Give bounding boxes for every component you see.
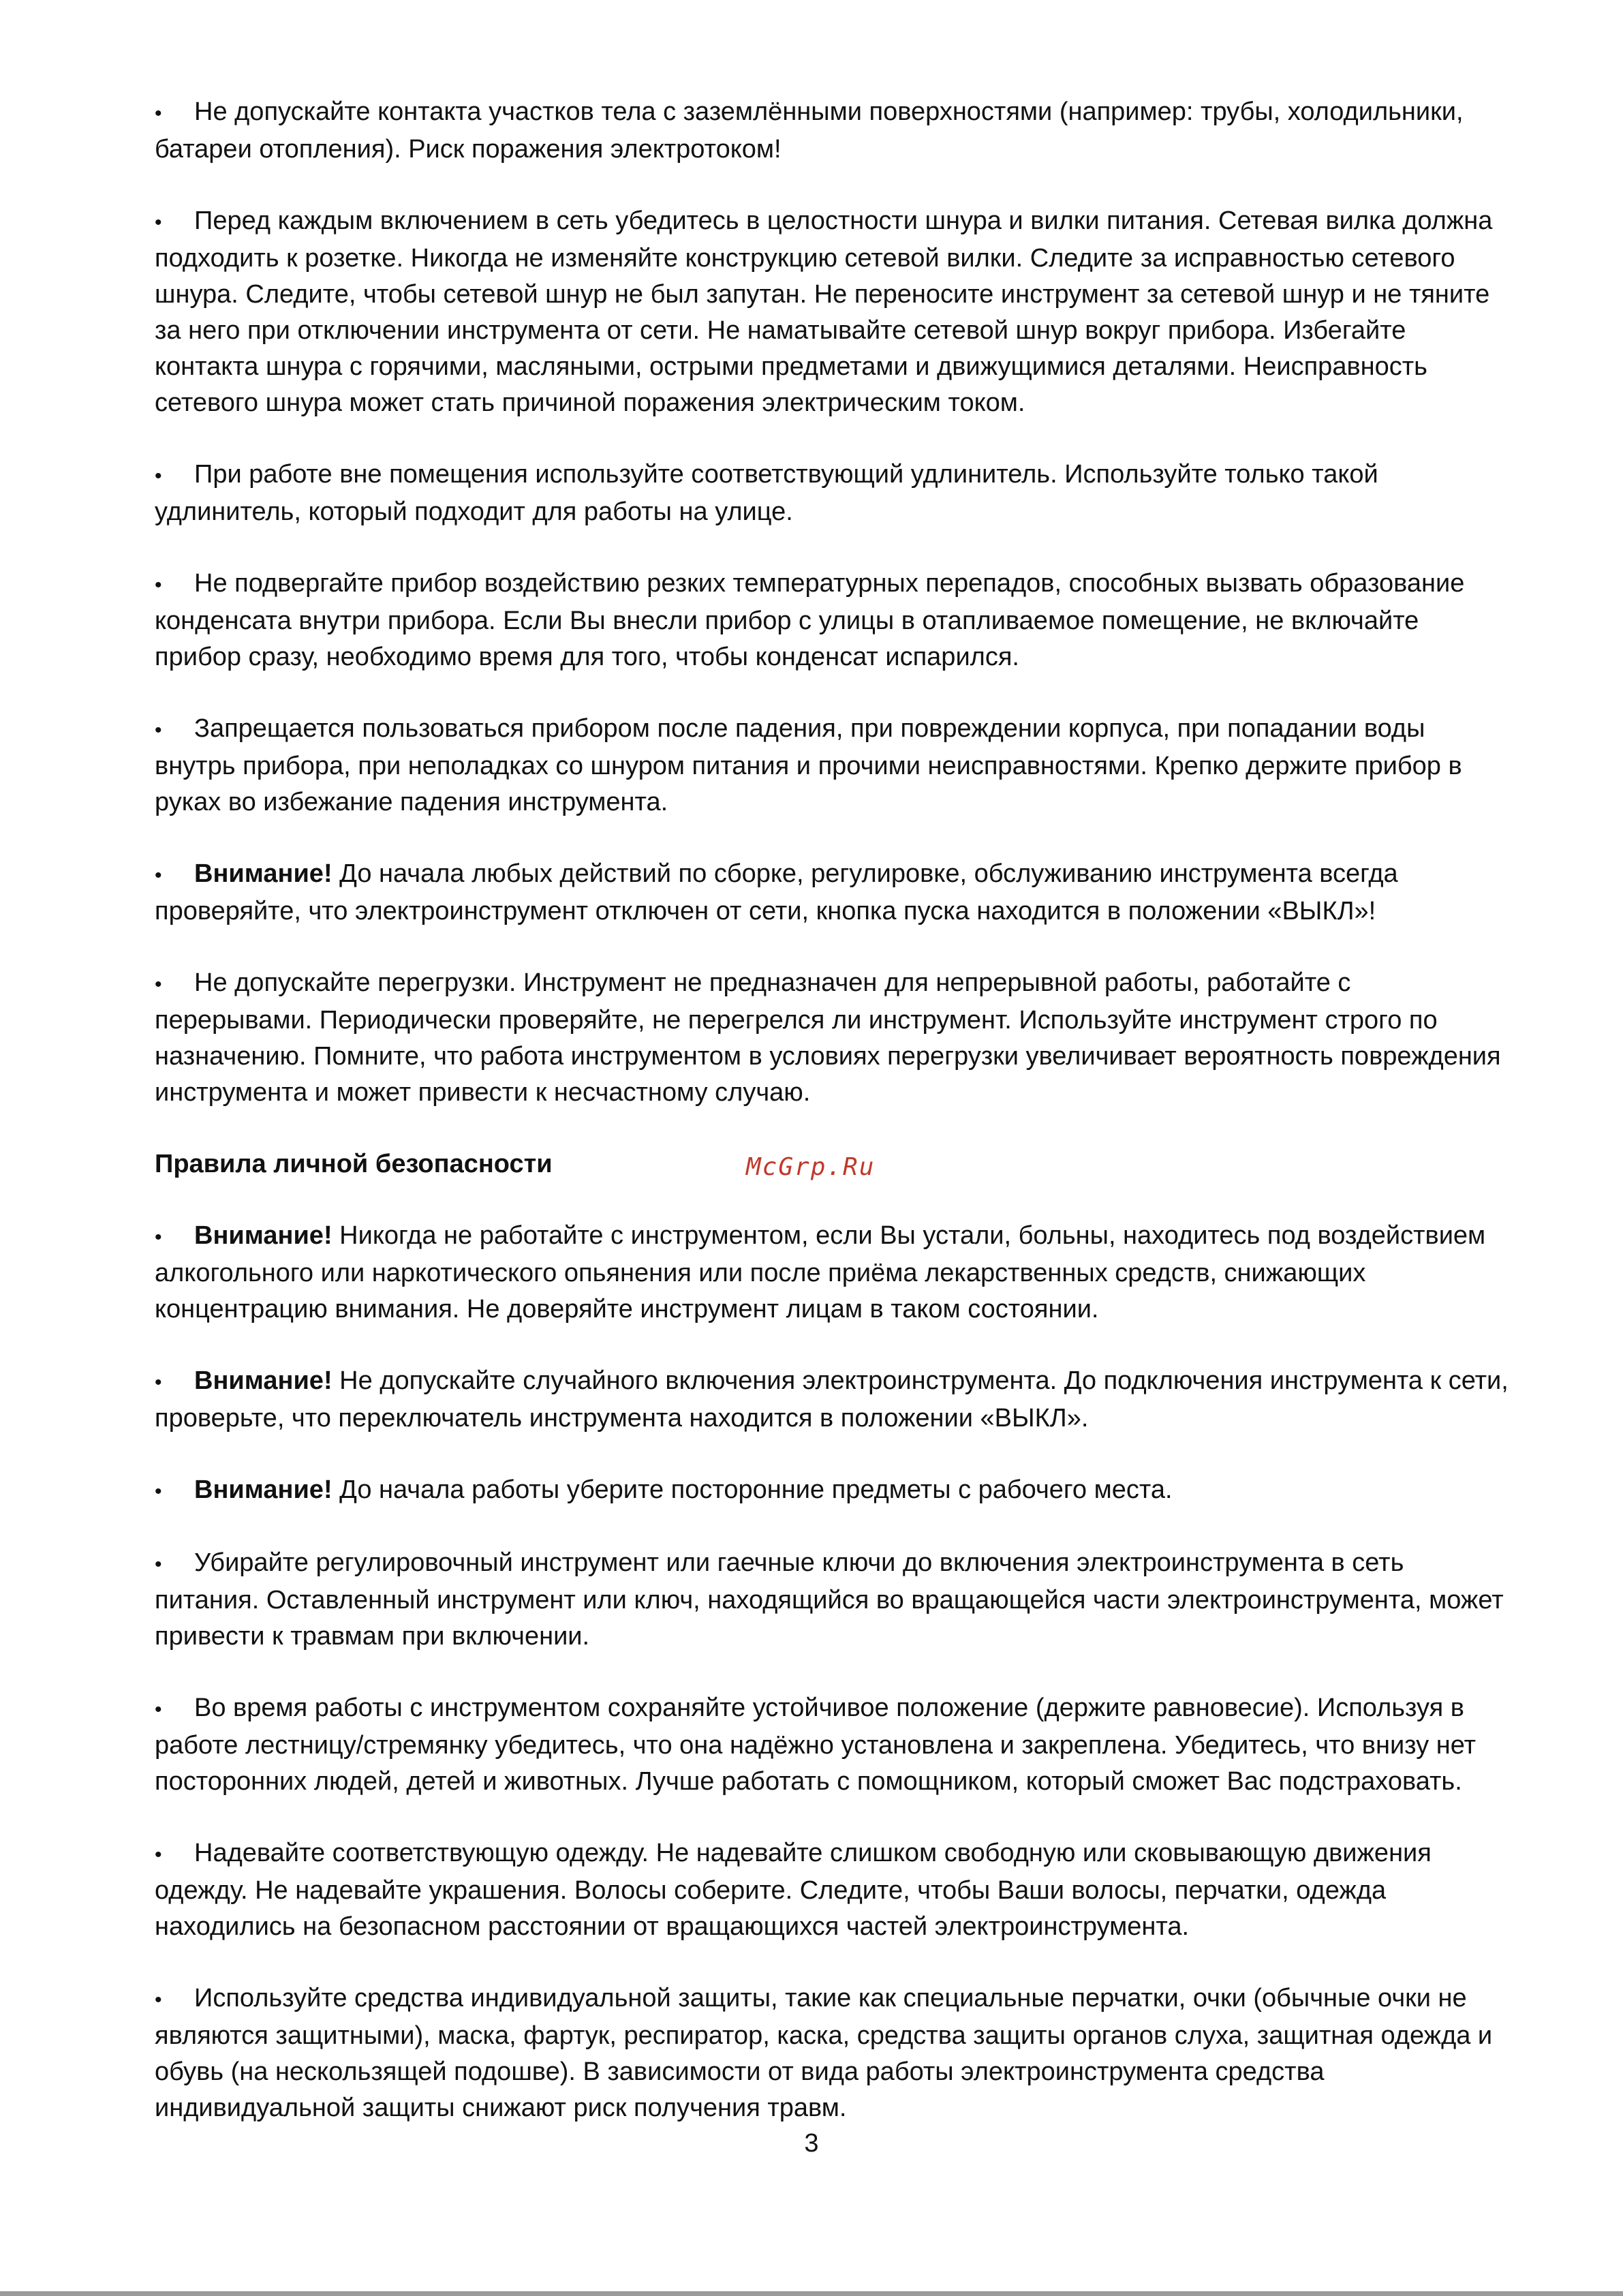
- paragraph-text: Не допускайте перегрузки. Инструмент не предназначен для непрерывной работы, работайте с перерывами. Периодически проверяйте, не перегрелся ли инструмент. Используйте инструмент строго по назначению. Помните, что работа инструментом в условиях перегрузки увеличивает вероятность повреждения инструмента и может привести к несчастному случаю.: [155, 968, 1501, 1107]
- warning-label: Внимание!: [194, 859, 333, 888]
- safety-paragraph: [155, 94, 1511, 168]
- paragraph-text: Никогда не работайте с инструментом, если Вы устали, больны, находитесь под воздействием алкогольного или наркотического опьянения или после приёма лекарственных средств, снижающих концентрацию внимания. Не доверяйте инструмент лицам в таком состоянии.: [155, 1221, 1486, 1323]
- paragraph-text: Не допускайте контакта участков тела с заземлёнными поверхностями (например: трубы, холодильники, батареи отопления). Риск поражения электротоком!: [155, 97, 1464, 164]
- safety-paragraph: [155, 457, 1511, 530]
- paragraph-text: Во время работы с инструментом сохраняйте устойчивое положение (держите равновесие). Используя в работе лестницу/стремянку убедитесь, что она надёжно установлена и закреплена. Убедитесь, что внизу нет посторонних людей, детей и животных. Лучше работать с помощником, который сможет Вас подстраховать.: [155, 1694, 1477, 1796]
- safety-paragraph: [155, 1472, 1511, 1510]
- paragraph-text: До начала любых действий по сборке, регулировке, обслуживанию инструмента всегда проверяйте, что электроинструмент отключен от сети, кнопка пуска находится в положении «ВЫКЛ»!: [155, 859, 1398, 925]
- warning-label: Внимание!: [194, 1366, 333, 1395]
- section-heading-row: [155, 1146, 1511, 1182]
- paragraph-text: Запрещается пользоваться прибором после падения, при повреждении корпуса, при попадании воды внутрь прибора, при неполадках со шнуром питания и прочими неисправностями. Крепко держите прибор в руках во избежание падения инструмента.: [155, 714, 1462, 816]
- safety-paragraph: [155, 711, 1511, 821]
- paragraph-text: Убирайте регулировочный инструмент или гаечные ключи до включения электроинструмента в сеть питания. Оставленный инструмент или ключ, находящийся во вращающейся части электроинструмента, может привести к травмам при включении.: [155, 1548, 1504, 1651]
- section-heading: Правила личной безопасности: [155, 1150, 553, 1178]
- safety-paragraph: [155, 1218, 1511, 1328]
- bullet-icon: •: [155, 465, 162, 487]
- safety-paragraph: [155, 856, 1511, 930]
- bullet-icon: •: [155, 1843, 162, 1866]
- bullet-icon: •: [155, 102, 162, 125]
- document-body: [155, 94, 1511, 2162]
- safety-paragraph: [155, 1690, 1511, 1800]
- paragraph-text: Не допускайте случайного включения электроинструмента. До подключения инструмента к сети, проверьте, что переключатель инструмента находится в положении «ВЫКЛ».: [155, 1366, 1509, 1433]
- bullet-icon: •: [155, 864, 162, 887]
- page-number: 3: [804, 2129, 819, 2158]
- safety-paragraph: [155, 566, 1511, 675]
- warning-label: Внимание!: [194, 1475, 333, 1504]
- bullet-icon: •: [155, 1698, 162, 1721]
- bullet-icon: •: [155, 1553, 162, 1576]
- warning-label: Внимание!: [194, 1221, 333, 1250]
- bullet-icon: •: [155, 1371, 162, 1394]
- paragraph-text: Используйте средства индивидуальной защиты, такие как специальные перчатки, очки (обычные очки не являются защитными), маска, фартук, респиратор, каска, средства защиты органов слуха, защитная одежда и обувь (на нескользящей подошве). В зависимости от вида работы электроинструмента средства индивидуальной защиты снижают риск получения травм.: [155, 1984, 1493, 2122]
- watermark-text: McGrp.Ru: [746, 1153, 876, 1181]
- bullet-icon: •: [155, 211, 162, 234]
- bullet-icon: •: [155, 719, 162, 741]
- safety-paragraph: [155, 203, 1511, 421]
- safety-paragraph: [155, 1363, 1511, 1437]
- safety-paragraph: [155, 965, 1511, 1111]
- bullet-icon: •: [155, 1480, 162, 1503]
- paragraph-text: Не подвергайте прибор воздействию резких температурных перепадов, способных вызвать образование конденсата внутри прибора. Если Вы внесли прибор с улицы в отапливаемое помещение, не включайте прибор сразу, необходимо время для того, чтобы конденсат испарился.: [155, 569, 1465, 671]
- bullet-icon: •: [155, 973, 162, 996]
- safety-paragraph: [155, 1545, 1511, 1655]
- page-bottom-divider: [0, 2291, 1623, 2296]
- paragraph-text: Перед каждым включением в сеть убедитесь в целостности шнура и вилки питания. Сетевая вилка должна подходить к розетке. Никогда не изменяйте конструкцию сетевой вилки. Следите за исправностью сетевого шнура. Следите, чтобы сетевой шнур не был запутан. Не переносите инструмент за сетевой шнур и не тяните за него при отключении инструмента от сети. Не наматывайте сетевой шнур вокруг прибора. Избегайте контакта шнура с горячими, масляными, острыми предметами и движущимися деталями. Неисправность сетевого шнура может стать причиной поражения электрическим током.: [155, 206, 1493, 417]
- safety-paragraph: [155, 1980, 1511, 2126]
- paragraph-text: Надевайте соответствующую одежду. Не надевайте слишком свободную или сковывающую движения одежду. Не надевайте украшения. Волосы соберите. Следите, чтобы Ваши волосы, перчатки, одежда находились на безопасном расстоянии от вращающихся частей электроинструмента.: [155, 1839, 1432, 1941]
- bullet-icon: •: [155, 1989, 162, 2011]
- safety-paragraph: [155, 1835, 1511, 1945]
- bullet-icon: •: [155, 574, 162, 596]
- paragraph-text: При работе вне помещения используйте соответствующий удлинитель. Используйте только такой удлинитель, который подходит для работы на улице.: [155, 460, 1378, 526]
- paragraph-text: До начала работы уберите посторонние предметы с рабочего места.: [332, 1475, 1173, 1504]
- bullet-icon: •: [155, 1226, 162, 1249]
